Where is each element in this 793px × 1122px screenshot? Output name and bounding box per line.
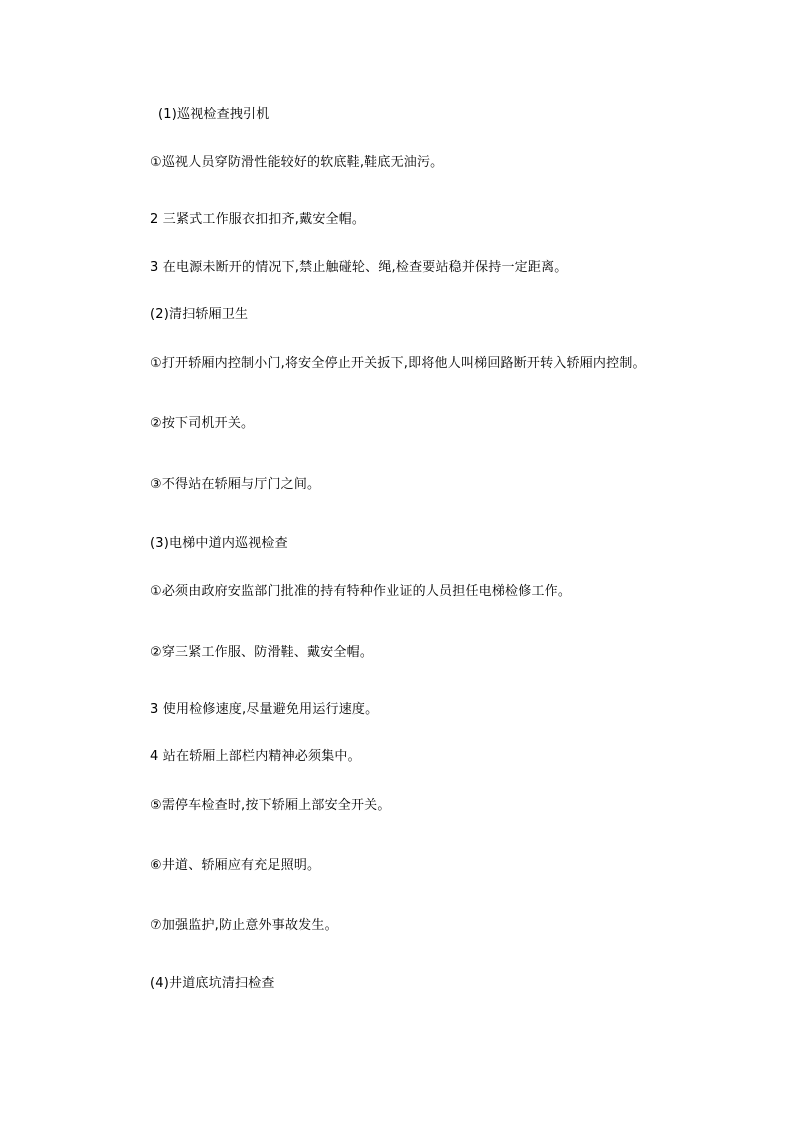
- paragraph-line: ⑦加强监护,防止意外事故发生。: [150, 918, 338, 933]
- section-heading-4: (4)井道底坑清扫检查: [150, 976, 275, 991]
- paragraph-line: ①打开轿厢内控制小门,将安全停止开关扳下,即将他人叫梯回路断开转入轿厢内控制。: [150, 356, 646, 371]
- paragraph-line: 3 使用检修速度,尽量避免用运行速度。: [150, 702, 379, 717]
- section-heading-1: (1)巡视检查拽引机: [158, 107, 270, 122]
- paragraph-line: 3 在电源未断开的情况下,禁止触碰轮、绳,检查要站稳并保持一定距离。: [150, 260, 568, 275]
- paragraph-line: ⑤需停车检查时,按下轿厢上部安全开关。: [150, 798, 391, 813]
- paragraph-line: 4 站在轿厢上部栏内精神必须集中。: [150, 749, 361, 764]
- paragraph-line: ②穿三紧工作服、防滑鞋、戴安全帽。: [150, 645, 374, 660]
- paragraph-line: ①巡视人员穿防滑性能较好的软底鞋,鞋底无油污。: [150, 155, 444, 170]
- paragraph-line: ③不得站在轿厢与厅门之间。: [150, 477, 321, 492]
- paragraph-line: ①必须由政府安监部门批准的持有特种作业证的人员担任电梯检修工作。: [150, 584, 572, 599]
- paragraph-line: ②按下司机开关。: [150, 416, 255, 431]
- paragraph-line: ⑥井道、轿厢应有充足照明。: [150, 858, 321, 873]
- section-heading-3: (3)电梯中道内巡视检查: [150, 536, 288, 551]
- section-heading-2: (2)清扫轿厢卫生: [150, 307, 249, 322]
- paragraph-line: 2 三紧式工作服衣扣扣齐,戴安全帽。: [150, 212, 366, 227]
